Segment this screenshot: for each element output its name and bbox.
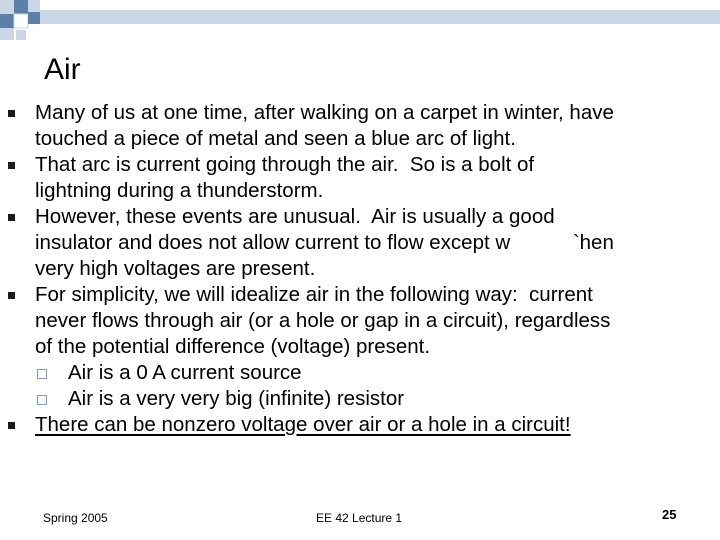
square-bullet-icon <box>8 214 15 221</box>
bullet-text-line: never flows through air (or a hole or gap in a circuit), regardless <box>35 309 611 332</box>
bullet-item <box>0 152 720 204</box>
sub-bullet-item <box>35 360 712 386</box>
bullet-text-line: Many of us at one time, after walking on a carpet in winter, have <box>35 101 614 124</box>
footer-course: EE 42 Lecture 1 <box>316 511 403 525</box>
slide-page-number: 25 <box>662 507 677 522</box>
bullet-item <box>0 412 720 438</box>
slide-title: Air <box>44 53 81 86</box>
hollow-square-bullet-icon <box>37 369 47 379</box>
header-checker-decoration <box>0 0 720 48</box>
bullet-text-line: There can be nonzero voltage over air or a hole in a circuit! <box>35 413 571 436</box>
square-bullet-icon <box>8 162 15 169</box>
hollow-square-bullet-icon <box>37 395 47 405</box>
bullet-list <box>0 100 720 438</box>
bullet-text-line: touched a piece of metal and seen a blue arc of light. <box>35 127 516 150</box>
bullet-text-line: However, these events are unusual. Air is usually a good <box>35 205 555 228</box>
bullet-text-line: That arc is current going through the air. So is a bolt of <box>35 153 535 176</box>
bullet-item <box>0 204 720 282</box>
bullet-text-line: lightning during a thunderstorm. <box>35 179 324 202</box>
sub-bullet-text: Air is a very very big (infinite) resistor <box>68 387 405 410</box>
square-bullet-icon <box>8 110 15 117</box>
footer-date: Spring 2005 <box>43 511 108 525</box>
bullet-item <box>0 100 720 152</box>
bullet-text-line: insulator and does not allow current to flow except w `hen <box>35 231 614 254</box>
bullet-item <box>0 282 720 412</box>
square-bullet-icon <box>8 292 15 299</box>
square-bullet-icon <box>8 422 15 429</box>
sub-bullet-item <box>35 386 712 412</box>
sub-bullet-text: Air is a 0 A current source <box>68 361 302 384</box>
bullet-text-line: of the potential difference (voltage) present. <box>35 335 431 358</box>
bullet-text-line: very high voltages are present. <box>35 257 316 280</box>
bullet-text-line: For simplicity, we will idealize air in the following way: current <box>35 283 593 306</box>
